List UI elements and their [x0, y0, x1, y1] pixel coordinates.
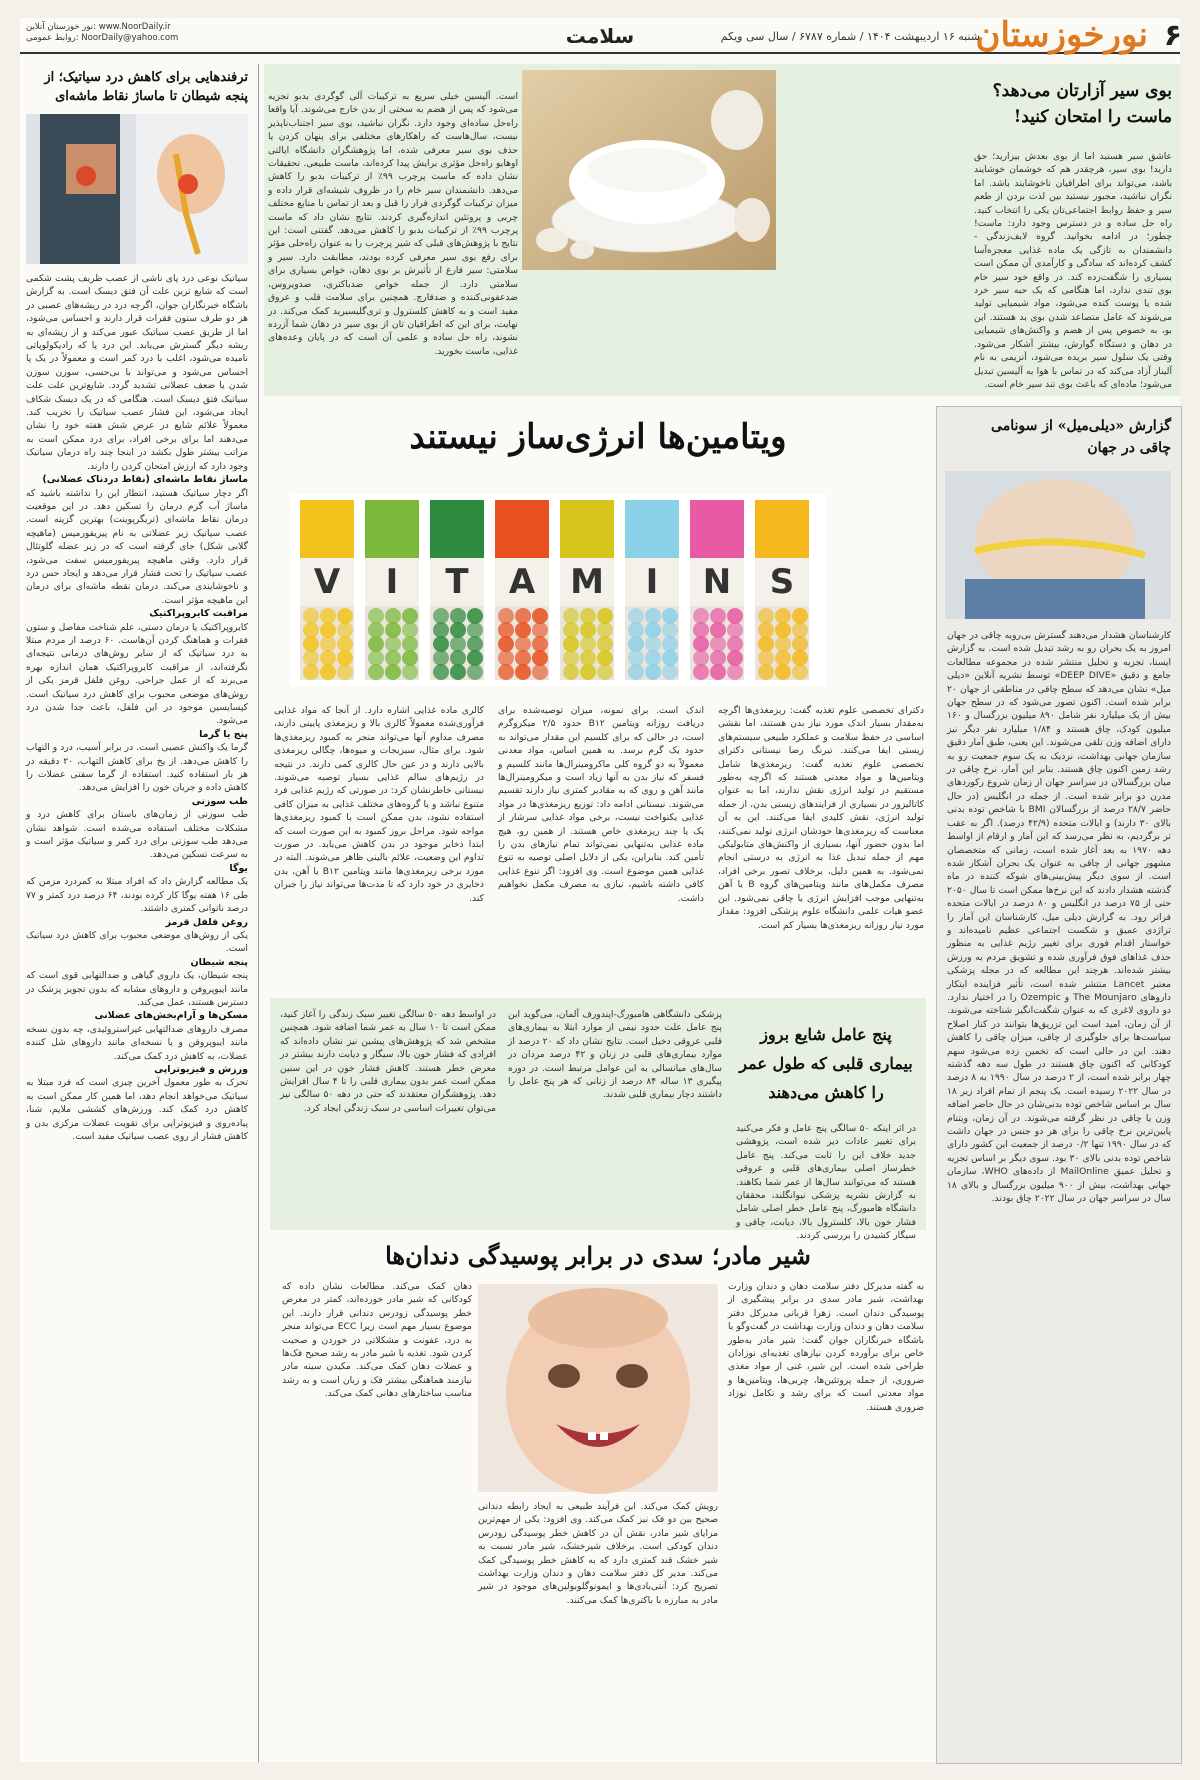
capsule-bead: [467, 664, 483, 680]
capsule-bead: [662, 664, 678, 680]
obesity-article: [936, 406, 1182, 1764]
heart-title: پنج عامل شایع بروز بیماری قلبی که طول عمر را کاهش می‌دهند: [739, 1025, 913, 1102]
sciatica-intro: سیاتیک نوعی درد پای ناشی از عصب ظریف پشت شکمی است که شایع ترین علت آن فتق دیسک است. به گزارش باشگاه خبرنگاران جوان، اگرچه درد در ریشه‌های عصبی در هر دو طرف ستون فقرات قرار دارند و احساس می‌شود، اما از طریق عصب سیاتیک عبور می‌کند و از ریشه‌ای به ریشه دیگر گسترش می‌یابد. این درد پا که رادیکولوپاتی نامیده می‌شود، اغلب با درد کمر است و معمولاً در یک پا احساس می‌شود و می‌تواند با بی‌حسی، سوزن سوزن شدن یا ضعف عضلانی تشدید گردد. شایع‌ترین علت علت سیاتیک فتق دیسک است. هنگامی که در یک دیسک شکاف ایجاد می‌شود، این فشار عصب سیاتیک را تخریب کند. معمولاً علائم شایع در عرض شش هفته خود را نشان می‌دهند اما برای برخی افراد، برای درد ممکن است به مراتب بیشتر طول بکشد در اینجا چند راه درمان سیاتیک وجود دارد که ارزش امتحان کردن را دارند.: [26, 273, 248, 472]
yogurt-col-2: است. آلیسین خیلی سریع به ترکیبات آلی گوگردی بدبو تجزیه می‌شود که پس از هضم به سختی از بدن خارج می‌شوند. آیا واقعا راه‌حل ساده‌ای وجود دارد. نگران نباشید، بوی سیر اجتناب‌ناپذیر نیست، سال‌هاست که راهکارهای مختلفی برای پنهان کردن یا حذف بوی سیر معرفی شده، اما پژوهشگران دانشگاه ایالتی اوهایو راه‌حل مؤثری برایش پیدا کرده‌اند، ماست طبیعی. تحقیقات نشان داده که ماست پرچرب ۹۹٪ از ترکیبات بدبو را کاهش می‌دهد. دانشمندان سیر خام را در ظروف شیشه‌ای قرار داده و میزان ترکیبات گوگردی فرار را قبل و بعد از تماس با منابع مختلف چربی و پروتئین اندازه‌گیری کردند. نتایج نشان داد که ماست پرچرب ۹۹٪ از ترکیبات بدبو را کاهش می‌دهد. گفتنی است: این نتایج با پژوهش‌های قبلی که شیر پرچرب را به عنوان راه‌حلی مؤثر برای رفع بوی سیر معرفی کرده بودند، مطابقت دارد. سیر و سلامتی: سیر فارغ از تأثیرش بر بوی دهان، خواص بسیاری برای سلامتی دارد. از جمله خواص ضدباکتری، ضدویروس، ضدعفونی‌کننده و ضدقارچ. همچنین برای سلامت قلب و عروق مفید است و به کاهش کلسترول و تری‌گلیسیرید کمک می‌کند. در نهایت، برای این که اطرافیان تان از بوی سیر در دهان شما آزرده نشوند، راه حل ساده و علمی آن است که در پایان وعده‌های غذایی، ماست بخورید.: [268, 91, 518, 357]
contact-email: روابط عمومی: NoorDaily@yahoo.com: [26, 33, 179, 43]
capsule-bead: [320, 664, 336, 680]
vitamin-capsule: [430, 500, 484, 680]
capsule-bead: [710, 664, 726, 680]
section-title: سلامت: [565, 24, 635, 48]
heading-devils-claw: پنجه شیطان: [190, 956, 248, 968]
capsule-bead: [792, 664, 808, 680]
vitamin-capsule: [560, 500, 614, 680]
contact-info: [26, 22, 178, 44]
column-divider: [258, 64, 259, 1762]
vitamins-col-3: کالری ماده غذایی اشاره دارد. از آنجا که مواد غذایی فرآوری‌شده معمولاً کالری بالا و ریزمغذی پایینی دارند، مصرف مداوم آنها می‌تواند منجر به کمبود ریزمغذی‌ها شود. برای مثال، سبزیجات و میوه‌ها، چگالی ریزمغذی بالایی دارند و در عین حال کالری کمی دارند. در نتیجه در رژیم‌های سالم غذایی بسیار توصیه می‌شوند. نیستانی خاطرنشان کرد: در صورتی که رژیم غذایی فرد متنوع نباشد و یا گروه‌های مختلف غذایی به میزان کافی استفاده نشود، بدن ممکن است با کمبود ریزمغذی‌ها مواجه شود. مراحل بروز کمبود به این صورت است که ابتدا ذخایر موجود در بدن کاهش می‌یابد. در صورت تداوم این وضعیت، علائم بالینی ظاهر می‌شوند. البته در مورد برخی ریزمغذی‌ها مانند ویتامین B۱۲ یا آهن، بدن ذخایری در خود دارد که تا مدت‌ها می‌تواند نیاز را جبران کند.: [274, 705, 484, 904]
vitamins-title: ویتامین‌ها انرژی‌ساز نیستند: [409, 417, 787, 457]
capsule-bead: [758, 664, 774, 680]
page-header: [20, 15, 1182, 55]
contact-website: نور خوزستان آنلاین: www.NoorDaily.ir: [26, 22, 171, 32]
capsule-bead: [385, 664, 401, 680]
capsule-bead: [515, 664, 531, 680]
obesity-photo: [945, 471, 1171, 619]
para-acupuncture: طب سوزنی از زمان‌های باستان برای کاهش درد و مشکلات مختلف استفاده می‌شده است. شواهد نشان می‌دهد طب سوزنی برای درد کمر و سیاتیک مؤثر است و به سرعت تسکین می‌دهد.: [26, 809, 248, 861]
heading-ice-heat: پنج یا گرما: [199, 728, 248, 740]
heading-exercise: ورزش و فیزیوتراپی: [154, 1063, 248, 1075]
vitamin-capsule: [625, 500, 679, 680]
sciatica-article: [20, 64, 254, 1762]
capsule-bead: [303, 664, 319, 680]
capsule-letter: I: [365, 558, 419, 606]
obesity-body: کارشناسان هشدار می‌دهند گسترش بی‌رویه چاقی در جهان امروز به یک بحران رو به رشد تبدیل شده است. به گزارش ایسنا، تجزیه و تحلیل منتشر شده در مجموعه مطالعات جامع و دقیق «DEEP DIVE» توسط نشریه آنلاین «دیلی میل» نشان می‌دهد که سطح چاقی در مناطقی از جهان ۲۰ برابر شده است. اکنون تصور می‌شود که در سطح جهان بیش از یک میلیارد نفر شامل ۸۹۰ میلیون بزرگسال و ۱۶۰ میلیون کودک، چاق هستند و ۱/۸۴ میلیارد نفر دیگر نیز دارای اضافه وزن تلقی می‌شوند. این یعنی، طبق آمار دقیق سازمان جهانی بهداشت، نزدیک به یک سوم جمعیت رو به رشد زمین اکنون چاق هستند. بنابر این آمار، نرخ چاقی در میان بزرگسالان در سراسر جهان از زمان شروع رکوردهای مدرن دو برابر شده است. از جمله در انگلیس (در حال حاضر ۲۸/۷ درصد از بزرگسالان BMI با شاخص توده بدنی بالای ۳۰ دارند) و ایالات متحده (۴۲/۹ درصد). اگر به عقب تر برگردیم، به نظر می‌رسد که این آمار و ارقام از اواسط دهه ۱۹۷۰ به بعد آغاز شده است، زمانی که متخصصان مشهور جهانی از چاقی به عنوان یک بحران آشکار شده است. از سوی دیگر پیش‌بینی‌های شوکه کننده در ماه گذشته هشدار دادند که این نرخ‌ها ممکن است تا سال ۲۰۵۰ حتی از ۷۵ درصد در انگلیس و ۸۰ درصد در ایالات متحده فراتر رود. به گزارش دیلی میل، کارشناسان این آمار را تراژدی عمیق و شکست اجتماعی عظیم نامیده‌اند و خواستار اقدام فوری برای تغییر رژیم غذایی به منظور حذف غذاهای فوق فرآوری شده و تشویق مردم به ورزش بیشتر شده‌اند. هرچند این مطالعه که در مجله پزشکی معتبر Lancet منتشر شده است، تأثیر فزاینده ابتکار داروهای The Mounjaro و Ozempic را در اختیار ندارد. دو داروی لاغری که به عنوان شگفت‌انگیز شناخته می‌شوند. از آن زمان، امید است این تزریق‌ها بتوانند در کنار اصلاح سیاست‌ها برای جلوگیری از چاقی، میزان چاقی را کاهش دهند. این در حالی است که تخمین زده می‌شود سهم کودکانی که اکنون چاق هستند در طول سه دهه گذشته چهار برابر شده است، از ۲ درصد در سال ۱۹۹۰ به ۸ درصد در سال ۲۰۲۲ رسیده است. یک پنجم از تمام افراد زیر ۱۸ سال بر اساس شاخص توده بدنی‌شان در حال حاضر اضافه وزن یا چاقی در نظر گرفته می‌شوند. در آن زمان، ویتنام پایین‌ترین نرخ چاقی را برای هر دو جنس در جهان داشت که در سال ۱۹۹۰ تنها ۰/۲ درصد از جمعیت این کشور دارای شاخص توده بدنی بالای ۳۰ بود. سوی دیگر بر اساس تجزیه و تحلیل عمیق MailOnline از داده‌های WHO، سازمان جهانی بهداشت، بیش از ۹۰۰ میلیون بزرگسال و بالای ۱۸ سال در سراسر جهان در سال ۲۰۲۲ چاق بودند.: [947, 630, 1172, 1205]
newspaper-page: [20, 15, 1182, 1762]
vitamin-capsule: [495, 500, 549, 680]
obesity-title: گزارش «دیلی‌میل» از سونامی چاقی در جهان: [991, 418, 1171, 456]
yogurt-article: [264, 64, 1180, 396]
sciatica-photo: [26, 114, 248, 264]
capsule-letter: N: [690, 558, 744, 606]
heading-yoga: یوگا: [229, 862, 248, 874]
capsule-letter: A: [495, 558, 549, 606]
vitamins-image: [290, 494, 826, 686]
milk-col-1: به گفته مدیرکل دفتر سلامت دهان و دندان وزارت بهداشت، شیر مادر سدی در برابر پیشگیری از پوسیدگی دندان است. زهرا قربانی مدیرکل دفتر سلامت دهان و دندان وزارت بهداشت در گفت‌وگو با باشگاه خبرنگاران جوان گفت: شیر مادر به‌طور خاص برای برآورده کردن نیازهای تغذیه‌ای نوزادان طراحی شده است. این شیر، غنی از مواد مغذی ضروری، از جمله پروتئین‌ها، چربی‌ها، ویتامین‌ها و مواد معدنی است که برای رشد و تکامل نوزاد ضروری هستند.: [728, 1281, 924, 1413]
para-yoga: یک مطالعه گزارش داد که افراد مبتلا به کمردرد مزمن که طی ۱۶ هفته یوگا کار کرده بودند، ۶۴ درصد درد کمتر و ۷۷ درصد ناتوانی کمتری داشتند.: [26, 876, 249, 915]
page-number: ۶: [1163, 18, 1182, 53]
para-pepper-oil: یکی از روش‌های موضعی محبوب برای کاهش درد سیاتیک است.: [26, 929, 248, 955]
sciatica-body: [26, 272, 248, 1758]
yogurt-col-1: عاشق سیر هستید اما از بوی بعدش بیزارید؛ حق دارید! بوی سیر، هرچقدر هم که خوشمان خوشایند باشد، می‌تواند برای اطرافیان ناخوشایند باشد. اما نگران نباشید، مجبور نیستید بین لذت بردن از طعم سیر و حفظ روابط اجتماعی‌تان یکی را انتخاب کنید. راه حل ساده و در دسترس وجود دارد: ماست! چطور؛ در ادامه بخوانید. گروه لایف‌زندگی - دانشمندان به تازگی یک ماده غذایی معجزه‌آسا کشف کرده‌اند که سادگی و کارآمدی آن ممکن است بسیاری را شگفت‌زده کند. در واقع خود سیر خام بوی تندی ندارد، اما هنگامی که یک حبه سیر خرد شده یا پوست کنده می‌شود، مواد شیمیایی تولید می‌شوند که عامل متصاعد شدن بوی بد هستند. این بو، به خصوص پس از هضم و واکنش‌های شیمیایی در دهان و دستگاه گوارش، بیشتر آشکار می‌شود. وقتی یک سلول سیر بریده می‌شود، آنزیمی به نام آلیناز آزاد می‌کند که در تماس با هوا به آلیسین تبدیل می‌شود؛ ماده‌ای که باعث بوی تند سیر خام است.: [974, 151, 1172, 390]
capsule-bead: [532, 664, 548, 680]
capsule-bead: [645, 664, 661, 680]
capsule-bead: [693, 664, 709, 680]
milk-col-3: رویش کمک می‌کند. این فرآیند طبیعی به ایجاد رابطه دندانی صحیح بین دو فک نیز کمک می‌کند. وی افزود: یکی از مهم‌ترین مزایای شیر مادر، نقش آن در کاهش خطر پوسیدگی زودرس دندان کودکی است. برخلاف شیرخشک، شیر مادر نسبت به شیر خشک قند کمتری دارد که به کاهش خطر پوسیدگی کمک می‌کند. مدیر کل دفتر سلامت دهان و دندان وزارت بهداشت تصریح کرد: آنتی‌بادی‌ها و ایمونوگلوبولین‌های موجود در شیر مادر به مبارزه با باکتری‌ها کمک می‌کنند.: [478, 1501, 718, 1606]
capsule-bead: [563, 664, 579, 680]
heading-chiro: مراقبت کایروپراکتیک: [149, 608, 248, 620]
para-devils-claw: پنجه شیطان، یک داروی گیاهی و ضدالتهابی قوی است که مانند ایبوپروفن و داروهای مشابه که بدون تجویز پزشک در دسترس هستند، عمل می‌کند.: [26, 970, 248, 1008]
capsule-letter: I: [625, 558, 679, 606]
newspaper-logo: نورخوزستان: [975, 15, 1148, 55]
para-ice-heat: گرما یک واکنش عصبی است. در برابر آسیب، درد و التهاب را کاهش می‌دهد. از یخ برای کاهش التهاب، ۲۰ دقیقه در هر بار استفاده کنید. استفاده از گرما سفتی عضلات را کاهش داده و جریان خون را افزایش می‌دهد.: [26, 742, 248, 794]
para-painkillers: مصرف داروهای ضدالتهابی غیراستروئیدی، چه بدون نسخه مانند ایبوپروفن و یا نسخه‌ای مانند داروهای شل کننده عضلات، به کاهش درد کمک می‌کند.: [26, 1023, 248, 1062]
vitamins-col-2: اندک است. برای نمونه، میزان توصیه‌شده برای دریافت روزانه ویتامین B۱۲ حدود ۲/۵ میکروگرم است، در حالی که برای کلسیم این مقدار می‌تواند به حدود یک گرم برسد. به همین اساس، مواد معدنی معمولاً به دو گروه کلی ماکرومینرال‌ها مانند کلسیم و فسفر که نیاز بدن به آنها زیاد است و میکرومینرال‌ها مانند آهن و روی که به مقادیر کمتری نیاز دارند تقسیم می‌شوند. نیستانی ادامه داد: توزیع ریزمغذی‌ها در مواد غذایی یکنواخت نیست، برخی مواد غذایی سرشار از یک یا چند ریزمغذی خاص هستند. از همین رو، هیچ ماده غذایی به‌تنهایی نمی‌تواند تمام نیازهای بدن را تأمین کند. بنابراین، یکی از دلایل اصلی توصیه به تنوع غذایی همین موضوع است. وی افزود: اگر تنوع غذایی کافی داشته باشیم، نیازی به مصرف مکمل نخواهیم داشت.: [498, 705, 705, 904]
capsule-bead: [628, 664, 644, 680]
heading-acupuncture: طب سوزنی: [191, 795, 248, 807]
para-exercise: تحرک به طور معمول آخرین چیزی است که فرد مبتلا به سیاتیک می‌خواهد انجام دهد، اما همین کار ممکن است به کاهش درد کمک کند. ورزش‌های کششی ملایم، شنا، پیاده‌روی و فیزیوتراپی برای تقویت عضلات مرکزی بدن و کاهش فشار از روی عصب سیاتیک مفید است.: [26, 1077, 248, 1142]
para-chiro: کایروپراکتیک یا درمان دستی، علم شناخت مفاصل و ستون فقرات و هماهنگ کردن آن‌هاست. ۶۰ درصد از مردم مبتلا به درد سیاتیک که از سایر روش‌های درمانی نتیجه‌ای نگرفته‌اند، از مراقبت کایروپراکتیک همان اندازه بهره می‌برند که از عمل جراحی. روغن فلفل قرمز یکی از روش‌های موضعی محبوب برای کاهش درد سیاتیک است. کپسایسین موجود در این فلفل، باعث جدا شدن درد می‌شود.: [26, 621, 249, 727]
heading-pepper-oil: روغن فلفل قرمز: [165, 916, 248, 928]
baby-photo: [478, 1284, 718, 1492]
vitamin-capsule: [690, 500, 744, 680]
heading-massage: ماساژ نقاط ماشه‌ای (نقاط دردناک عضلانی): [42, 474, 248, 486]
capsule-letter: M: [560, 558, 614, 606]
baby-illustration: [478, 1284, 718, 1492]
capsule-bead: [775, 664, 791, 680]
sciatica-title: ترفندهایی برای کاهش درد سیاتیک؛ از پنجه شیطان تا ماساژ نقاط ماشه‌ای: [44, 70, 248, 104]
capsule-bead: [727, 664, 743, 680]
heart-col-2: پزشکی دانشگاهی هامبورگ-اپندورف آلمان، می‌گوید این پنج عامل علت حدود نیمی از موارد ابتلا به بیماری‌های قلبی عروقی دخیل است. نتایج نشان داد که ۲۰ درصد از موارد بیماری‌های قلبی در زنان و ۴۲ درصد مردان در سال‌های میانسالی به این عوامل مرتبط است. در دوره پیگیری ۱۳ ساله ۸۴ درصد از زنانی که هر پنج عامل را داشتند دچار بیماری قلبی شدند.: [508, 1009, 722, 1101]
capsule-bead: [597, 664, 613, 680]
vitamin-capsule: [755, 500, 809, 680]
capsule-bead: [337, 664, 353, 680]
capsule-bead: [402, 664, 418, 680]
capsule-letter: S: [755, 558, 809, 606]
issue-line: شنبه ۱۶ اردیبهشت ۱۴۰۴ / شماره ۶۷۸۷ / سال سی ویکم: [720, 30, 980, 43]
vitamins-col-1: دکترای تخصصی علوم تغذیه گفت: ریزمغذی‌ها اگرچه به‌مقدار بسیار اندک مورد نیاز بدن هستند، اما نقشی اساسی در حفظ سلامت و عملکرد طبیعی سیستم‌های زیستی ایفا می‌کنند. تیرنگ رضا نیستانی دکترای تخصصی علوم تغذیه گفت: ریزمغذی‌ها شامل ویتامین‌ها و مواد معدنی هستند که اگرچه به‌طور مستقیم در تولید انرژی نقش ندارند، اما به عنوان کاتالیزور در بسیاری از فرایندهای زیستی بدن، از جمله تولید انرژی، نقش کلیدی ایفا می‌کنند. این به آن معناست که ریزمغذی‌ها خودشان انرژی تولید نمی‌کنند، اما بدون حضور آنها، بسیاری از واکنش‌های متابولیکی مهم از جمله تبدیل غذا به انرژی به درستی انجام نمی‌شود. به همین دلیل، برخلاف تصور برخی افراد، مصرف مکمل‌های مانند ویتامین‌های گروه B یا آهن به‌تنهایی موجب افزایش انرژی یا چاقی نمی‌شود. این عضو هیات علمی دانشگاه علوم پزشکی افزود: مقدار مورد نیاز روزانه ریزمغذی‌ها بسیار کم است.: [718, 705, 924, 931]
heart-col-1: در اثر اینکه ۵۰ سالگی پنج عامل و فکر می‌کنید برای تغییر عادات دیر شده است، پژوهشی جدید خلاف این را ثابت می‌کند. پنج عامل خطرساز اصلی بیماری‌های قلبی و عروقی هستند که می‌توانند سال‌ها از عمر شما بکاهند. به گزارش نشریه پزشکی نیوانگلند، محققان دانشگاه هامبورگ، پنج عامل خطر اصلی شامل فشار خون بالا، کلسترول بالا، دیابت، چاقی و سیگار کشیدن را بررسی کردند.: [736, 1123, 917, 1242]
vitamin-capsule: [300, 500, 354, 680]
capsule-bead: [433, 664, 449, 680]
capsule-bead: [450, 664, 466, 680]
capsule-bead: [580, 664, 596, 680]
obesity-illustration: [945, 471, 1171, 619]
yogurt-illustration: [522, 70, 776, 270]
milk-col-2: دهان کمک می‌کند. مطالعات نشان داده که کودکانی که شیر مادر خورده‌اند، کمتر در معرض خطر پوسیدگی زودرس دندانی قرار دارند. این موضوع بسیار مهم است زیرا ECC می‌تواند منجر به درد، عفونت و مشکلاتی در خوردن و صحبت کردن شود. تغذیه با شیر مادر به رشد صحیح فک‌ها و عضلات دهان کمک می‌کند. مکیدن سینه مادر نیازمند هماهنگی بیشتر فک و زبان است و به رشد مناسب ساختارهای دهانی کمک می‌کند.: [282, 1281, 472, 1400]
capsule-bead: [498, 664, 514, 680]
yogurt-garlic-photo: [522, 70, 776, 270]
para-massage: اگر دچار سیاتیک هستید، انتظار این را نداشته باشید که ماساژ آب گرم درمان را تسکین دهد. در این موقعیت درمان نقاط ماشه‌ای (تریگرپوینت) بهترین گزینه است. عصب سیاتیک زیر عضلاتی به نام پیریفورمیس (ماهیچه گلابی شکل) جای گرفته است که در زیر عضله گلوتئال قرار دارد. وقتی ماهیچه پیریفورمیس سفت می‌شود، عصب سیاتیک را تحت فشار قرار می‌دهد و ایجاد حس درد و ناخوشایندی می‌کند. درمان نقطه ماشه‌ای برای درمان این ماهیچه مؤثر است.: [26, 487, 248, 606]
capsule-letter: V: [300, 558, 354, 606]
capsule-letter: T: [430, 558, 484, 606]
vitamin-capsule: [365, 500, 419, 680]
capsule-bead: [368, 664, 384, 680]
yogurt-title: بوی سیر آزارتان می‌دهد؟ ماست را امتحان کنید!: [992, 81, 1172, 127]
milk-title: شیر مادر؛ سدی در برابر پوسیدگی دندان‌ها: [385, 1241, 811, 1270]
sciatica-illustration: [26, 114, 248, 264]
heart-col-3: در اواسط دهه ۵۰ سالگی تغییر سبک زندگی را آغاز کنید، ممکن است تا ۱۰ سال به عمر شما اضافه شود. همچنین مشخص شد که پژوهش‌های پیشین نیز نشان داده‌اند که افرادی که فشار خون بالا، سیگار و دیابت دارند بیشتر در معرض خطر هستند. کاهش فشار خون در این سنین ممکن است عمر بدون بیماری قلبی را تا ۴ سال افزایش دهد. پژوهشگران معتقدند که حتی در دهه ۵۰ سالگی نیز می‌توان تغییرات اساسی در سبک زندگی ایجاد کرد.: [280, 1009, 496, 1114]
heart-article: [270, 998, 926, 1242]
heading-painkillers: مسکن‌ها و آرام‌بخش‌های عضلانی: [94, 1010, 248, 1022]
